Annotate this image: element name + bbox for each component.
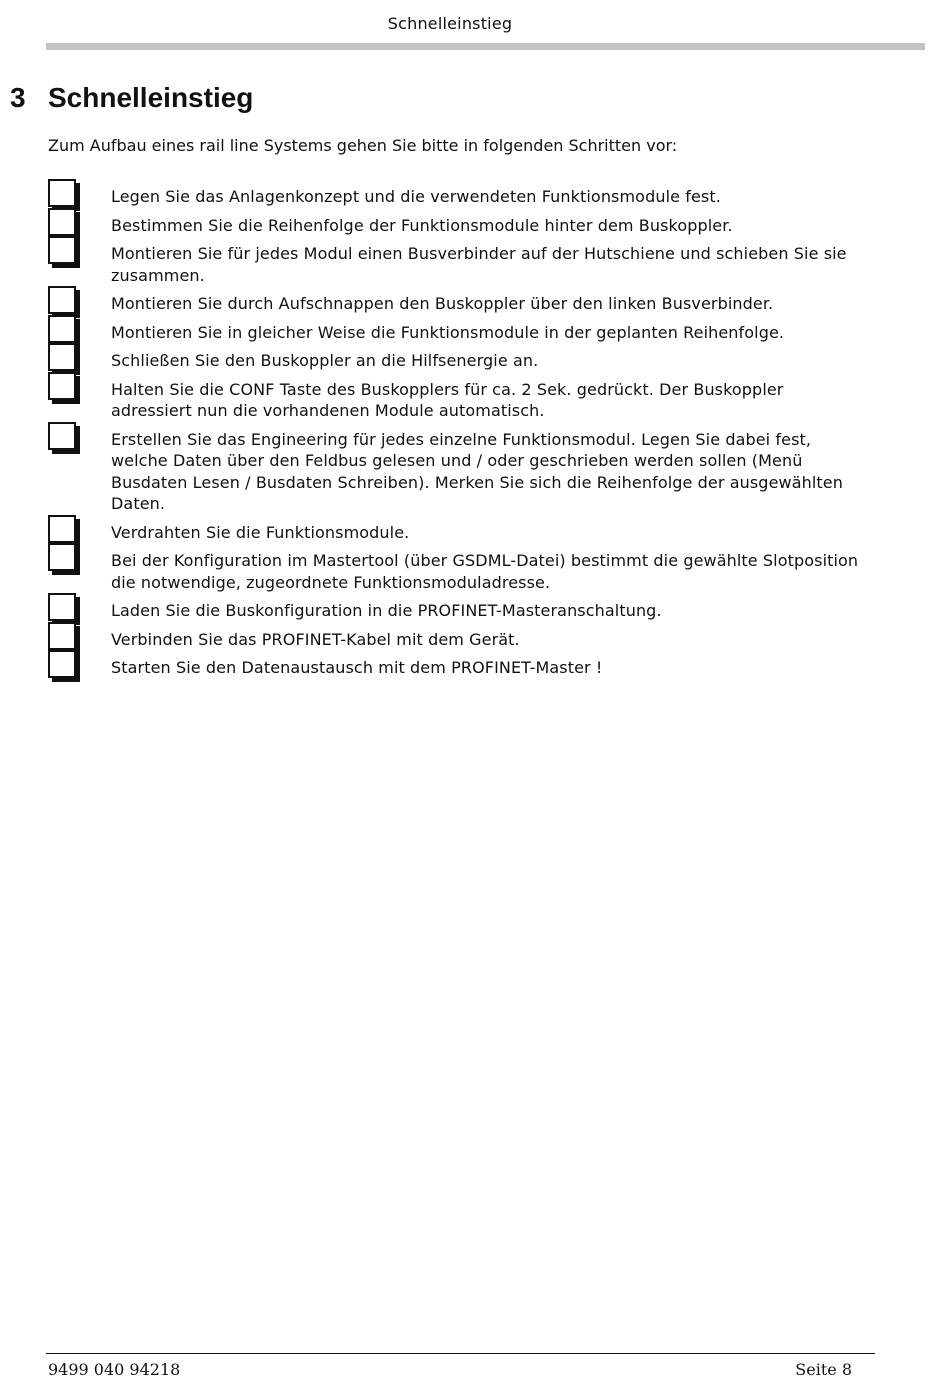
checkbox-icon[interactable] [48, 543, 76, 571]
step-text: Montieren Sie in gleicher Weise die Funktionsmodule in der geplanten Reihenfolge. [111, 322, 785, 342]
intro-text: Zum Aufbau eines rail line Systems gehen Sie bitte in folgenden Schritten vor: [48, 136, 678, 155]
checkbox-icon[interactable] [48, 236, 76, 264]
checklist-item [46, 379, 866, 422]
running-header: Schnelleinstieg [387, 14, 513, 33]
step-text: Laden Sie die Buskonfiguration in die PROFINET-Masteranschaltung. [111, 601, 662, 620]
step-text: Verbinden Sie das PROFINET-Kabel mit dem Gerät. [111, 629, 520, 649]
checklist-item [46, 550, 866, 593]
checkbox-icon[interactable] [48, 422, 76, 450]
checklist-item [46, 522, 866, 544]
footer-rule [46, 1353, 875, 1354]
checkbox-icon[interactable] [48, 372, 76, 400]
document-number: 9499 040 94218 [48, 1360, 181, 1379]
checklist-item [46, 657, 866, 679]
checkbox-icon[interactable] [48, 622, 76, 650]
chapter-heading [10, 80, 253, 116]
chapter-title: Schnelleinstieg [48, 82, 254, 113]
checkbox-icon[interactable] [48, 286, 76, 314]
checkbox-icon[interactable] [48, 515, 76, 543]
step-text: Montieren Sie durch Aufschnappen den Buskoppler über den linken Busverbinder. [111, 294, 774, 313]
checklist-item [46, 243, 866, 286]
chapter-number: 3 [10, 82, 26, 113]
step-text: Starten Sie den Datenaustausch mit dem PROFINET-Master ! [111, 658, 603, 677]
header-rule [46, 43, 925, 50]
checklist-item [46, 322, 866, 344]
step-text: Halten Sie die CONF Taste des Buskopplers für ca. 2 Sek. gedrückt. Der Buskoppler adressiert nun die vorhandenen Module automatisch. [111, 379, 784, 420]
checkbox-icon[interactable] [48, 650, 76, 678]
step-text: Schließen Sie den Buskoppler an die Hilfsenergie an. [111, 351, 539, 370]
checkbox-icon[interactable] [48, 208, 76, 236]
checklist-item [46, 600, 866, 622]
checklist-item [46, 215, 866, 237]
page-number: Seite 8 [795, 1360, 852, 1379]
checklist-item [46, 629, 866, 651]
checkbox-icon[interactable] [48, 343, 76, 371]
checklist-item [46, 186, 866, 208]
checkbox-icon[interactable] [48, 179, 76, 207]
step-checklist [46, 186, 866, 686]
step-text: Bei der Konfiguration im Mastertool (über GSDML-Datei) bestimmt die gewählte Slotposition die notwendige, zugeordnete Funktionsmoduladresse. [111, 551, 859, 592]
step-text: Bestimmen Sie die Reihenfolge der Funktionsmodule hinter dem Buskoppler. [111, 215, 733, 235]
step-text: Legen Sie das Anlagenkonzept und die verwendeten Funktionsmodule fest. [111, 187, 721, 206]
checklist-item [46, 350, 866, 372]
step-text: Verdrahten Sie die Funktionsmodule. [111, 522, 410, 542]
checklist-item [46, 429, 866, 515]
step-text: Montieren Sie für jedes Modul einen Busverbinder auf der Hutschiene und schieben Sie sie zusammen. [111, 244, 847, 285]
step-text: Erstellen Sie das Engineering für jedes einzelne Funktionsmodul. Legen Sie dabei fest, welche Daten über den Feldbus gelesen und / oder geschrieben werden sollen (Menü Busdaten Lesen / Busdaten Schreiben). Merken Sie sich die Reihenfolge der ausgewählten Daten. [111, 429, 843, 513]
checkbox-icon[interactable] [48, 593, 76, 621]
checklist-item [46, 293, 866, 315]
checkbox-icon[interactable] [48, 315, 76, 343]
